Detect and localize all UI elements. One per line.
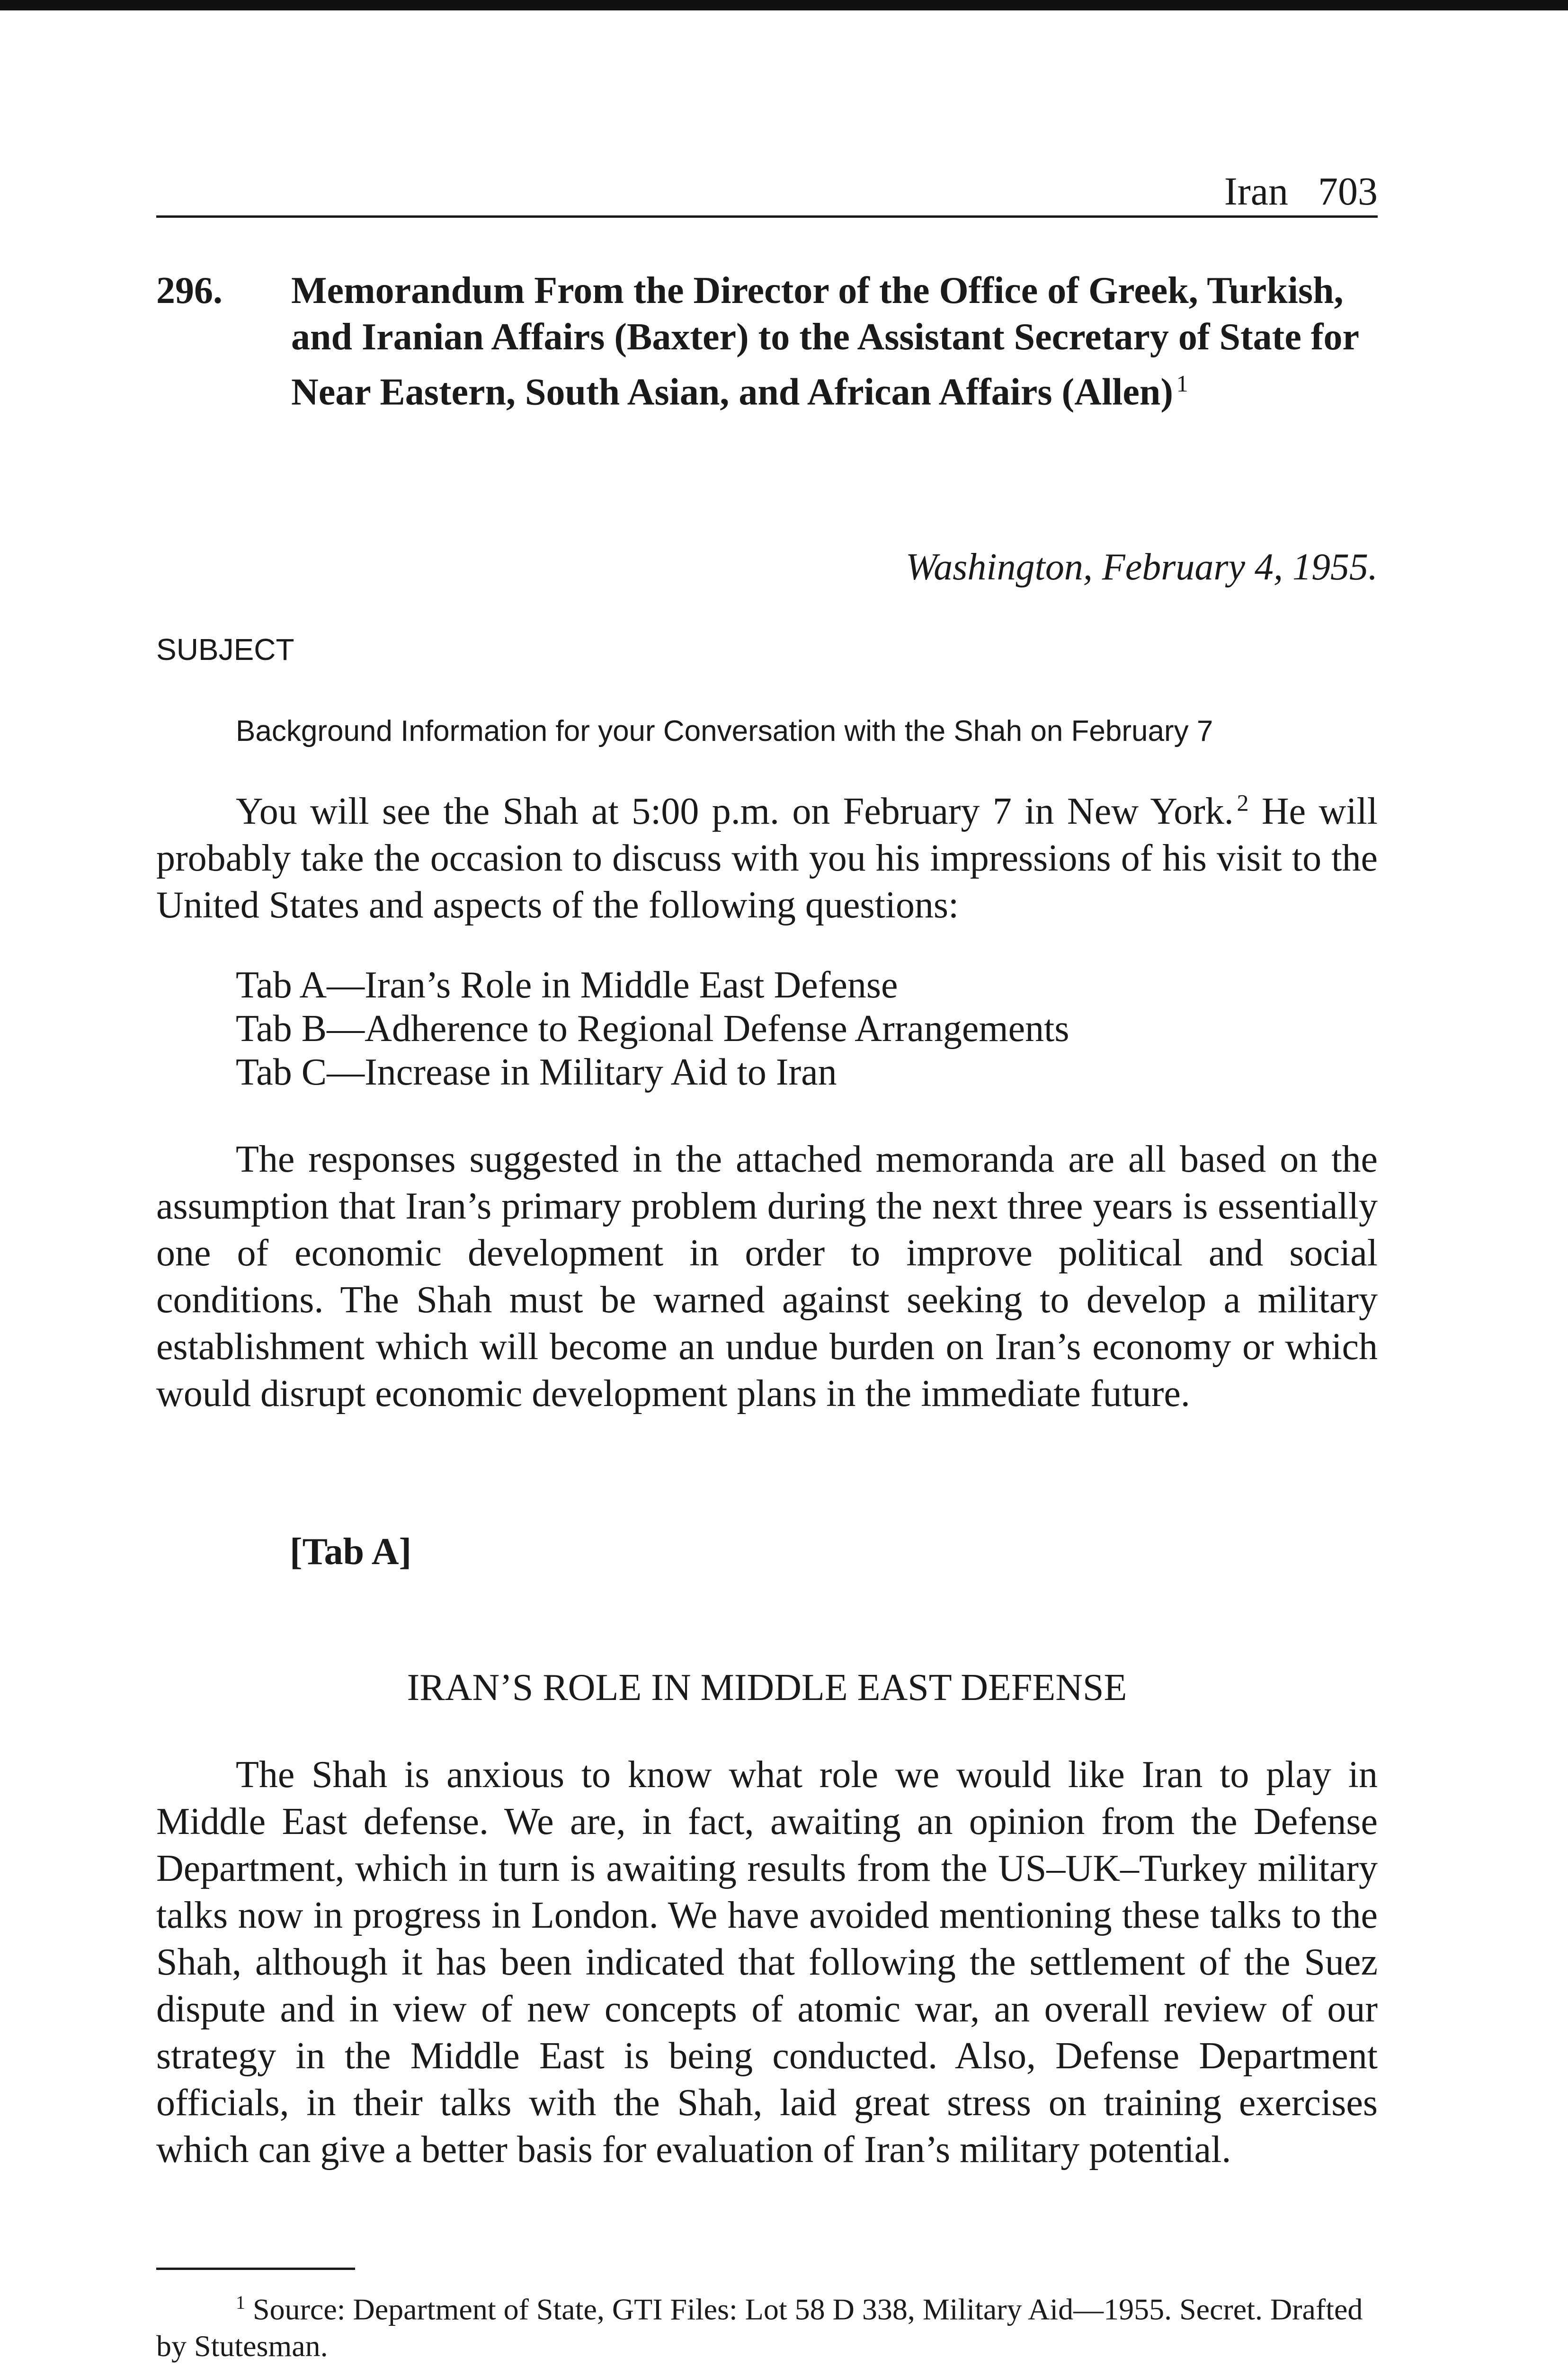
footnote-text: Source: Department of State, GTI Files: Lot 58 D 338, Military Aid—1955. Secret. Drafted by Stutesman. <box>156 2292 1363 2363</box>
paragraph-intro <box>156 788 1378 929</box>
paragraph-intro-text: You will see the Shah at 5:00 p.m. on February 7 in New York. <box>236 791 1234 832</box>
page-header <box>156 168 1378 215</box>
tab-list-item: Tab C—Increase in Military Aid to Iran <box>236 1051 837 1093</box>
footnote-ref-1[interactable]: 1 <box>1176 370 1188 397</box>
footnotes <box>156 2284 1378 2367</box>
header-rule <box>156 215 1378 218</box>
section-heading: IRAN’S ROLE IN MIDDLE EAST DEFENSE <box>407 1667 1127 1709</box>
running-head: Iran 703 <box>1224 169 1378 214</box>
paragraph-intro-continuation: He will probably take the occasion to discuss with you his impressions of his visit to the United States and aspects of the following questions: <box>156 791 1378 926</box>
footnote-rule <box>156 2268 355 2270</box>
footnote-marker: 1 <box>236 2292 245 2313</box>
subject-text: Background Information for your Conversation with the Shah on February 7 <box>236 715 1213 747</box>
paragraph-responses: The responses suggested in the attached memoranda are all based on the assumption that Iran’s primary problem during the next three years is essentially one of economic development in order to improve political and social conditions. The Shah must be warned against seeking to develop a military establishment which will become an undue burden on Iran’s economy or which would disrupt economic development plans in the immediate future. <box>156 1139 1378 1415</box>
tab-list-item: Tab A—Iran’s Role in Middle East Defense <box>236 964 898 1006</box>
scan-top-edge <box>0 0 1568 10</box>
document-title-text: Memorandum From the Director of the Office of Greek, Turkish, and Iranian Affairs (Baxter) to the Assistant Secretary of State for Near Eastern, South Asian, and African Affairs (Allen) <box>291 270 1359 413</box>
tab-list <box>236 963 1069 1094</box>
document-number: 296. <box>156 270 223 311</box>
footnote-2 <box>156 2365 1378 2367</box>
tab-a-label: [Tab A] <box>290 1531 412 1573</box>
subject-label: SUBJECT <box>156 632 294 667</box>
document-title-block <box>156 267 1378 416</box>
paragraph-role: The Shah is anxious to know what role we would like Iran to play in Middle East defense. We are, in fact, awaiting an opinion from the Defense Department, which in turn is awaiting results from the US–UK–Turkey military talks now in progress in London. We have avoided mentioning these talks to the Shah, although it has been indicated that following the settlement of the Suez dispute and in view of new concepts of atomic war, an overall review of our strategy in the Middle East is being conducted. Also, Defense Department officials, in their talks with the Shah, laid great stress on training exercises which can give a better basis for evaluation of Iran’s military potential. <box>156 1754 1378 2171</box>
tab-list-item: Tab B—Adherence to Regional Defense Arrangements <box>236 1008 1069 1050</box>
dateline: Washington, February 4, 1955. <box>905 546 1378 588</box>
footnote-1 <box>156 2284 1378 2365</box>
footnote-ref-2[interactable]: 2 <box>1237 789 1249 816</box>
document-title <box>291 267 1378 416</box>
